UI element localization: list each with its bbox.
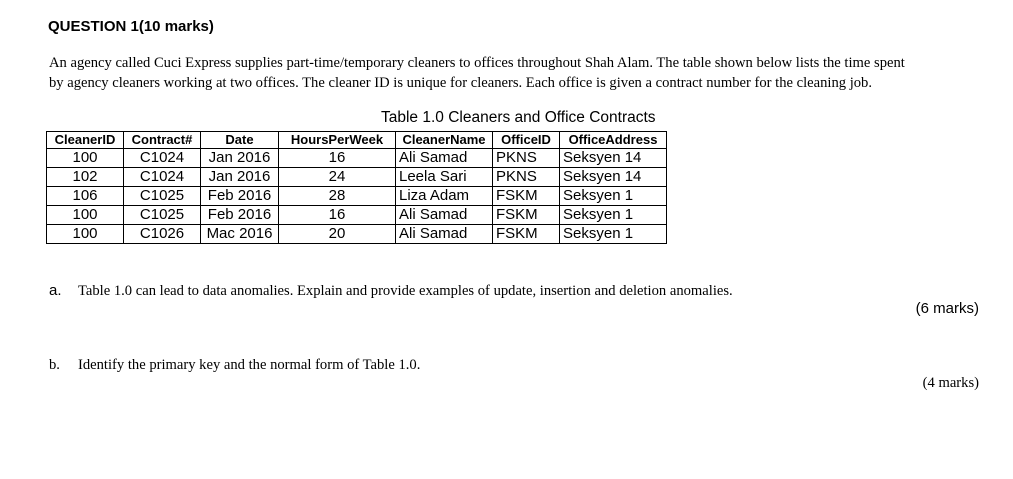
table-row [47, 168, 667, 187]
cell-cleanername: Ali Samad [396, 206, 493, 225]
part-a-text: Table 1.0 can lead to data anomalies. Explain and provide examples of update, insertion and deletion anomalies. [78, 283, 733, 299]
cell-cleanername: Ali Samad [396, 225, 493, 244]
table-row [47, 187, 667, 206]
cell-date: Jan 2016 [201, 168, 279, 187]
cell-hours: 16 [279, 149, 396, 168]
cell-cleanername: Leela Sari [396, 168, 493, 187]
cell-officeid: FSKM [493, 187, 560, 206]
cell-cleanername: Liza Adam [396, 187, 493, 206]
cell-officeaddress: Seksyen 14 [560, 149, 667, 168]
table-row [47, 206, 667, 225]
cell-officeid: PKNS [493, 168, 560, 187]
question-intro [49, 53, 989, 93]
cell-cleanerid: 100 [47, 225, 124, 244]
cell-cleanerid: 100 [47, 149, 124, 168]
table-header-row [47, 132, 667, 149]
cell-contract: C1025 [124, 206, 201, 225]
table-row [47, 149, 667, 168]
question-heading: QUESTION 1(10 marks) [48, 18, 214, 35]
table-row [47, 225, 667, 244]
part-b-marks: (4 marks) [922, 375, 979, 391]
header-cleanername: CleanerName [396, 132, 493, 149]
cell-date: Feb 2016 [201, 187, 279, 206]
cell-officeid: FSKM [493, 206, 560, 225]
part-a-label: a. [49, 282, 62, 299]
cleaners-table [46, 131, 667, 244]
cell-hours: 28 [279, 187, 396, 206]
part-a-marks: (6 marks) [915, 300, 979, 317]
cell-officeaddress: Seksyen 1 [560, 187, 667, 206]
cell-cleanerid: 102 [47, 168, 124, 187]
cell-officeaddress: Seksyen 1 [560, 206, 667, 225]
header-cleanerid: CleanerID [47, 132, 124, 149]
table-caption: Table 1.0 Cleaners and Office Contracts [381, 109, 656, 126]
part-b-label: b. [49, 357, 60, 373]
header-contract: Contract# [124, 132, 201, 149]
cell-cleanername: Ali Samad [396, 149, 493, 168]
header-officeid: OfficeID [493, 132, 560, 149]
cell-officeid: PKNS [493, 149, 560, 168]
cell-cleanerid: 100 [47, 206, 124, 225]
header-officeaddress: OfficeAddress [560, 132, 667, 149]
cell-cleanerid: 106 [47, 187, 124, 206]
header-date: Date [201, 132, 279, 149]
cell-date: Mac 2016 [201, 225, 279, 244]
cell-contract: C1024 [124, 168, 201, 187]
cell-officeaddress: Seksyen 1 [560, 225, 667, 244]
part-b-text: Identify the primary key and the normal form of Table 1.0. [78, 357, 421, 373]
cell-hours: 16 [279, 206, 396, 225]
cell-officeid: FSKM [493, 225, 560, 244]
cell-contract: C1024 [124, 149, 201, 168]
intro-line: An agency called Cuci Express supplies part-time/temporary cleaners to offices throughout Shah Alam. The table shown below lists the time spent [49, 55, 905, 71]
cell-hours: 20 [279, 225, 396, 244]
cell-contract: C1026 [124, 225, 201, 244]
cell-contract: C1025 [124, 187, 201, 206]
cell-officeaddress: Seksyen 14 [560, 168, 667, 187]
cell-hours: 24 [279, 168, 396, 187]
header-hoursperweek: HoursPerWeek [279, 132, 396, 149]
intro-line: by agency cleaners working at two offices. The cleaner ID is unique for cleaners. Each office is given a contract number for the cleaning job. [49, 75, 873, 91]
cell-date: Feb 2016 [201, 206, 279, 225]
cell-date: Jan 2016 [201, 149, 279, 168]
